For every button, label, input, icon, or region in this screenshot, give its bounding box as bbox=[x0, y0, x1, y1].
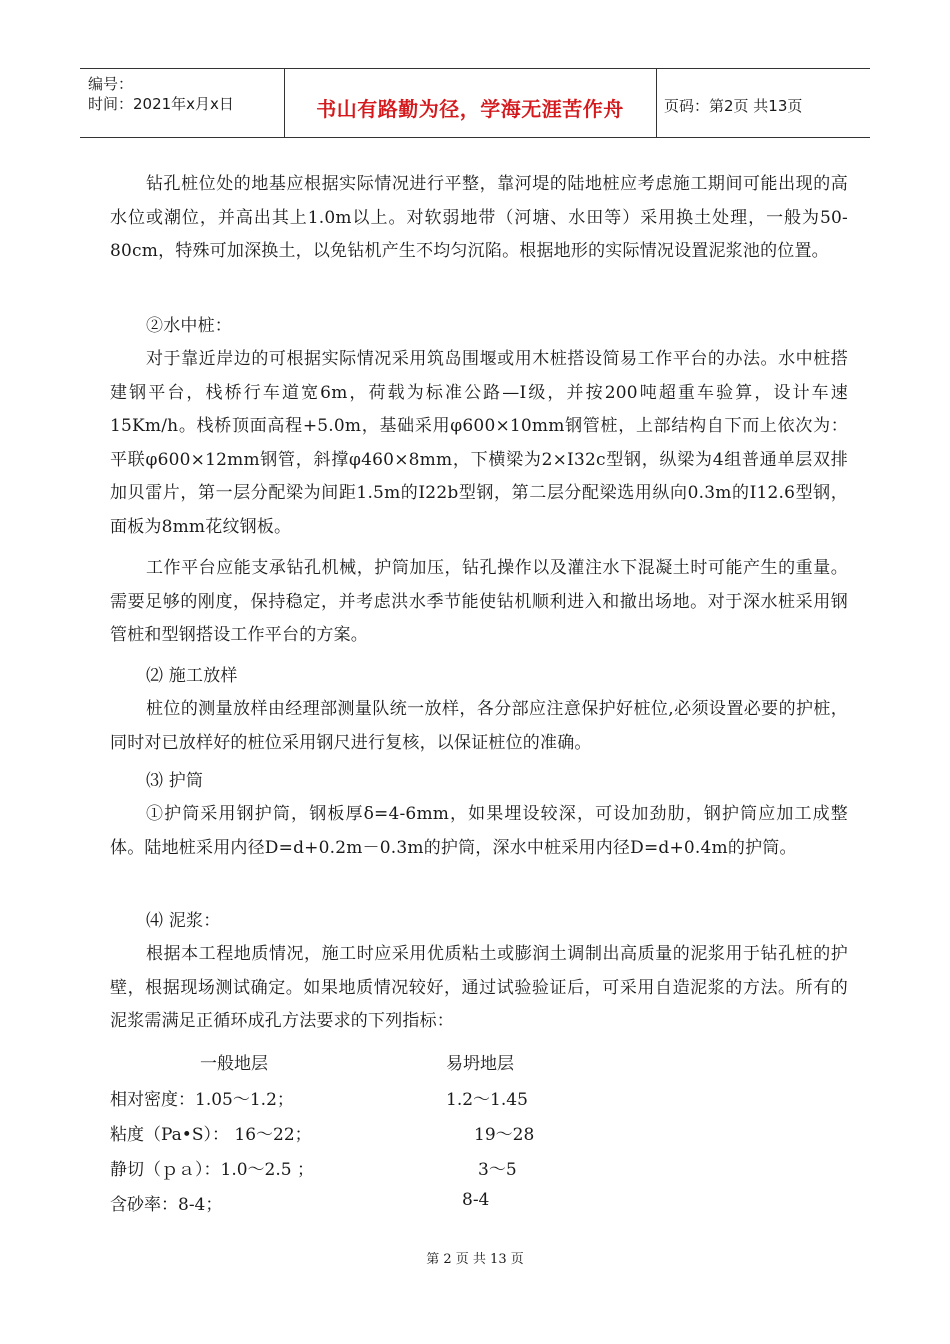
paragraph-steel-platform: 对于靠近岸边的可根据实际情况采用筑岛围堰或用木桩搭设简易工作平台的办法。水中桩搭建钢平台，栈桥行车道宽6m，荷载为标准公路—I级，并按200吨超重车验算，设计车速15Km/h。栈桥顶面高程+5.0m，基础采用φ600×10mm钢管桩，上部结构自下而上依次为：平联φ600×12mm钢管，斜撑φ460×8mm，下横梁为2×I32c型钢，纵梁为4组普通单层双排加贝雷片，第一层分配梁为间距1.5m的I22b型钢，第二层分配梁选用纵向0.3m的I12.6型钢，面板为8mm花纹钢板。 bbox=[110, 349, 848, 537]
header-meta-cell bbox=[80, 69, 285, 137]
header-motto-cell bbox=[284, 69, 657, 137]
header-page-info: 页码：第2页 共13页 bbox=[664, 97, 803, 115]
heading-construction-layout: ⑵ 施工放样 bbox=[146, 666, 238, 686]
paragraph-land-pile: 钻孔桩位处的地基应根据实际情况进行平整，靠河堤的陆地桩应考虑施工期间可能出现的高水位或潮位，并高出其上1.0m以上。对软弱地带（河塘、水田等）采用换土处理，一般为50-80cm，特殊可加深换土，以免钻机产生不均匀沉陷。根据地形的实际情况设置泥浆池的位置。 bbox=[110, 174, 848, 261]
column-header-collapsible-stratum: 易坍地层 bbox=[446, 1054, 514, 1074]
page-footer: 第 2 页 共 13 页 bbox=[426, 1252, 524, 1267]
page-header bbox=[80, 68, 870, 138]
heading-water-pile: ②水中桩： bbox=[146, 316, 232, 336]
paragraph-work-platform: 工作平台应能支承钻孔机械，护筒加压，钻孔操作以及灌注水下混凝土时可能产生的重量。需要足够的刚度，保持稳定，并考虑洪水季节能使钻机顺利进入和撤出场地。对于深水桩采用钢管桩和型钢搭设工作平台的方案。 bbox=[110, 558, 848, 645]
table-row-value: 3～5 bbox=[478, 1160, 517, 1180]
table-row-value: 19～28 bbox=[474, 1125, 535, 1145]
heading-casing: ⑶ 护筒 bbox=[146, 771, 204, 791]
table-row-label: 含砂率：8-4； bbox=[110, 1195, 223, 1215]
paragraph-steel-casing: ①护筒采用钢护筒，钢板厚δ=4-6mm，如果埋设较深，可设加劲肋，钢护筒应加工成整体。陆地桩采用内径D=d+0.2m－0.3m的护筒，深水中桩采用内径D=d+0.4m的护筒。 bbox=[110, 804, 848, 858]
paragraph-pile-survey: 桩位的测量放样由经理部测量队统一放样，各分部应注意保护好桩位,必须设置必要的护桩，同时对已放样好的桩位采用钢尺进行复核，以保证桩位的准确。 bbox=[110, 699, 848, 753]
table-row-value: 1.2～1.45 bbox=[446, 1090, 528, 1110]
table-row-label: 静切（ｐａ）：1.0～2.5 ； bbox=[110, 1160, 314, 1180]
document-time-label: 时间：2021年x月x日 bbox=[88, 95, 234, 113]
table-row-value: 8-4 bbox=[462, 1190, 490, 1210]
table-row-label: 粘度（Pa•S）： 16～22； bbox=[110, 1125, 312, 1145]
header-motto: 书山有路勤为径，学海无涯苦作舟 bbox=[316, 97, 624, 121]
column-header-general-stratum: 一般地层 bbox=[200, 1054, 268, 1074]
paragraph-mud-requirements: 根据本工程地质情况，施工时应采用优质粘土或膨润土调制出高质量的泥浆用于钻孔桩的护壁，根据现场测试确定。如果地质情况较好，通过试验验证后，可采用自造泥浆的方法。所有的泥浆需满足正循环成孔方法要求的下列指标： bbox=[110, 944, 848, 1031]
table-row-label: 相对密度：1.05～1.2； bbox=[110, 1090, 294, 1110]
document-number-label: 编号： bbox=[88, 75, 134, 93]
heading-mud: ⑷ 泥浆： bbox=[146, 911, 221, 931]
header-page-cell bbox=[656, 69, 870, 137]
